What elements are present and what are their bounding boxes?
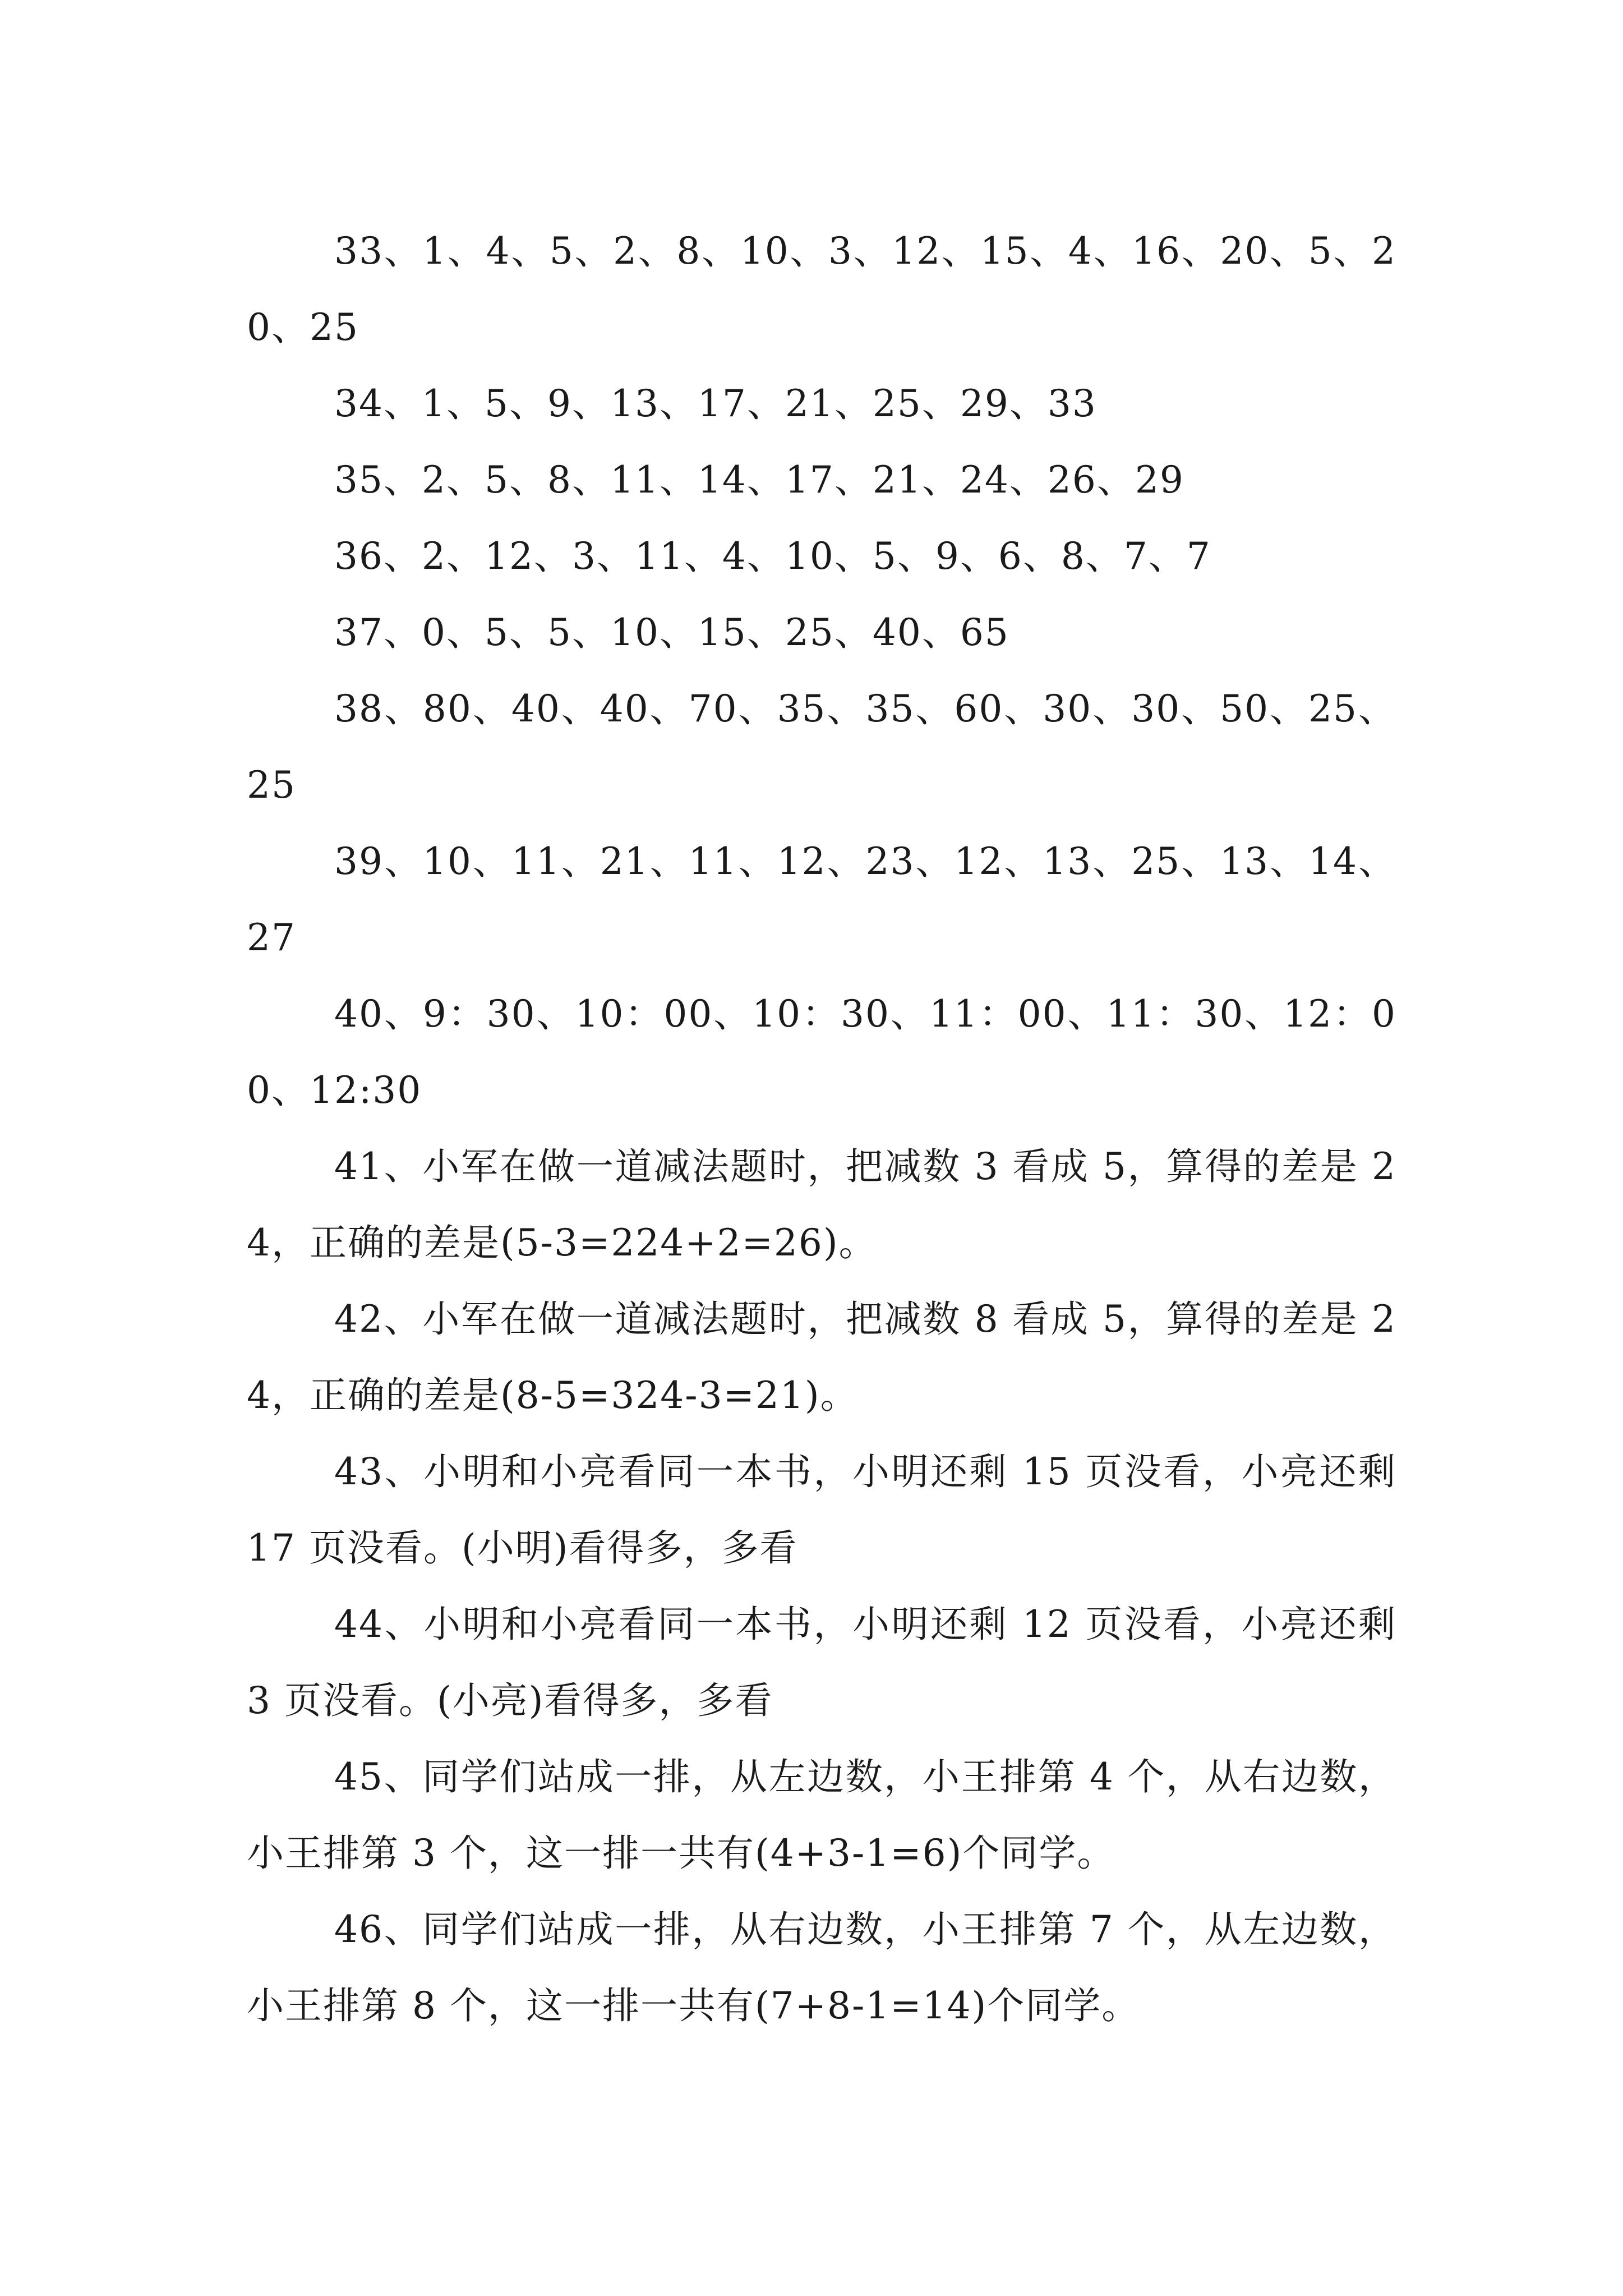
paragraph-35: 35、2、5、8、11、14、17、21、24、26、29 bbox=[334, 458, 1184, 501]
paragraph-42: 42、小军在做一道减法题时，把减数 8 看成 5，算得的差是 24，正确的差是(8-5=324-3=21)。 bbox=[247, 1297, 1396, 1417]
paragraph-39: 39、10、11、21、11、12、23、12、13、25、13、14、27 bbox=[247, 840, 1396, 959]
paragraph-38: 38、80、40、40、70、35、35、60、30、30、50、25、25 bbox=[247, 687, 1396, 807]
paragraph-46: 46、同学们站成一排，从右边数，小王排第 7 个，从左边数，小王排第 8 个，这一排一共有(7+8-1=14)个同学。 bbox=[247, 1908, 1396, 2027]
paragraph-44: 44、小明和小亮看同一本书，小明还剩 12 页没看，小亮还剩 3 页没看。(小亮)看得多，多看 bbox=[247, 1603, 1396, 1722]
paragraph-33: 33、1、4、5、2、8、10、3、12、15、4、16、20、5、20、25 bbox=[247, 229, 1396, 349]
paragraph-43: 43、小明和小亮看同一本书，小明还剩 15 页没看，小亮还剩 17 页没看。(小明)看得多，多看 bbox=[247, 1450, 1396, 1570]
paragraph-40: 40、9：30、10：00、10：30、11：00、11：30、12：00、12:30 bbox=[247, 992, 1396, 1112]
paragraph-37: 37、0、5、5、10、15、25、40、65 bbox=[334, 611, 1009, 654]
document-body bbox=[247, 213, 1396, 2044]
paragraph-41: 41、小军在做一道减法题时，把减数 3 看成 5，算得的差是 24，正确的差是(5-3=224+2=26)。 bbox=[247, 1145, 1396, 1264]
paragraph-36: 36、2、12、3、11、4、10、5、9、6、8、7、7 bbox=[334, 535, 1211, 578]
paragraph-45: 45、同学们站成一排，从左边数，小王排第 4 个，从右边数，小王排第 3 个，这一排一共有(4+3-1=6)个同学。 bbox=[247, 1755, 1396, 1875]
paragraph-34: 34、1、5、9、13、17、21、25、29、33 bbox=[334, 382, 1097, 425]
